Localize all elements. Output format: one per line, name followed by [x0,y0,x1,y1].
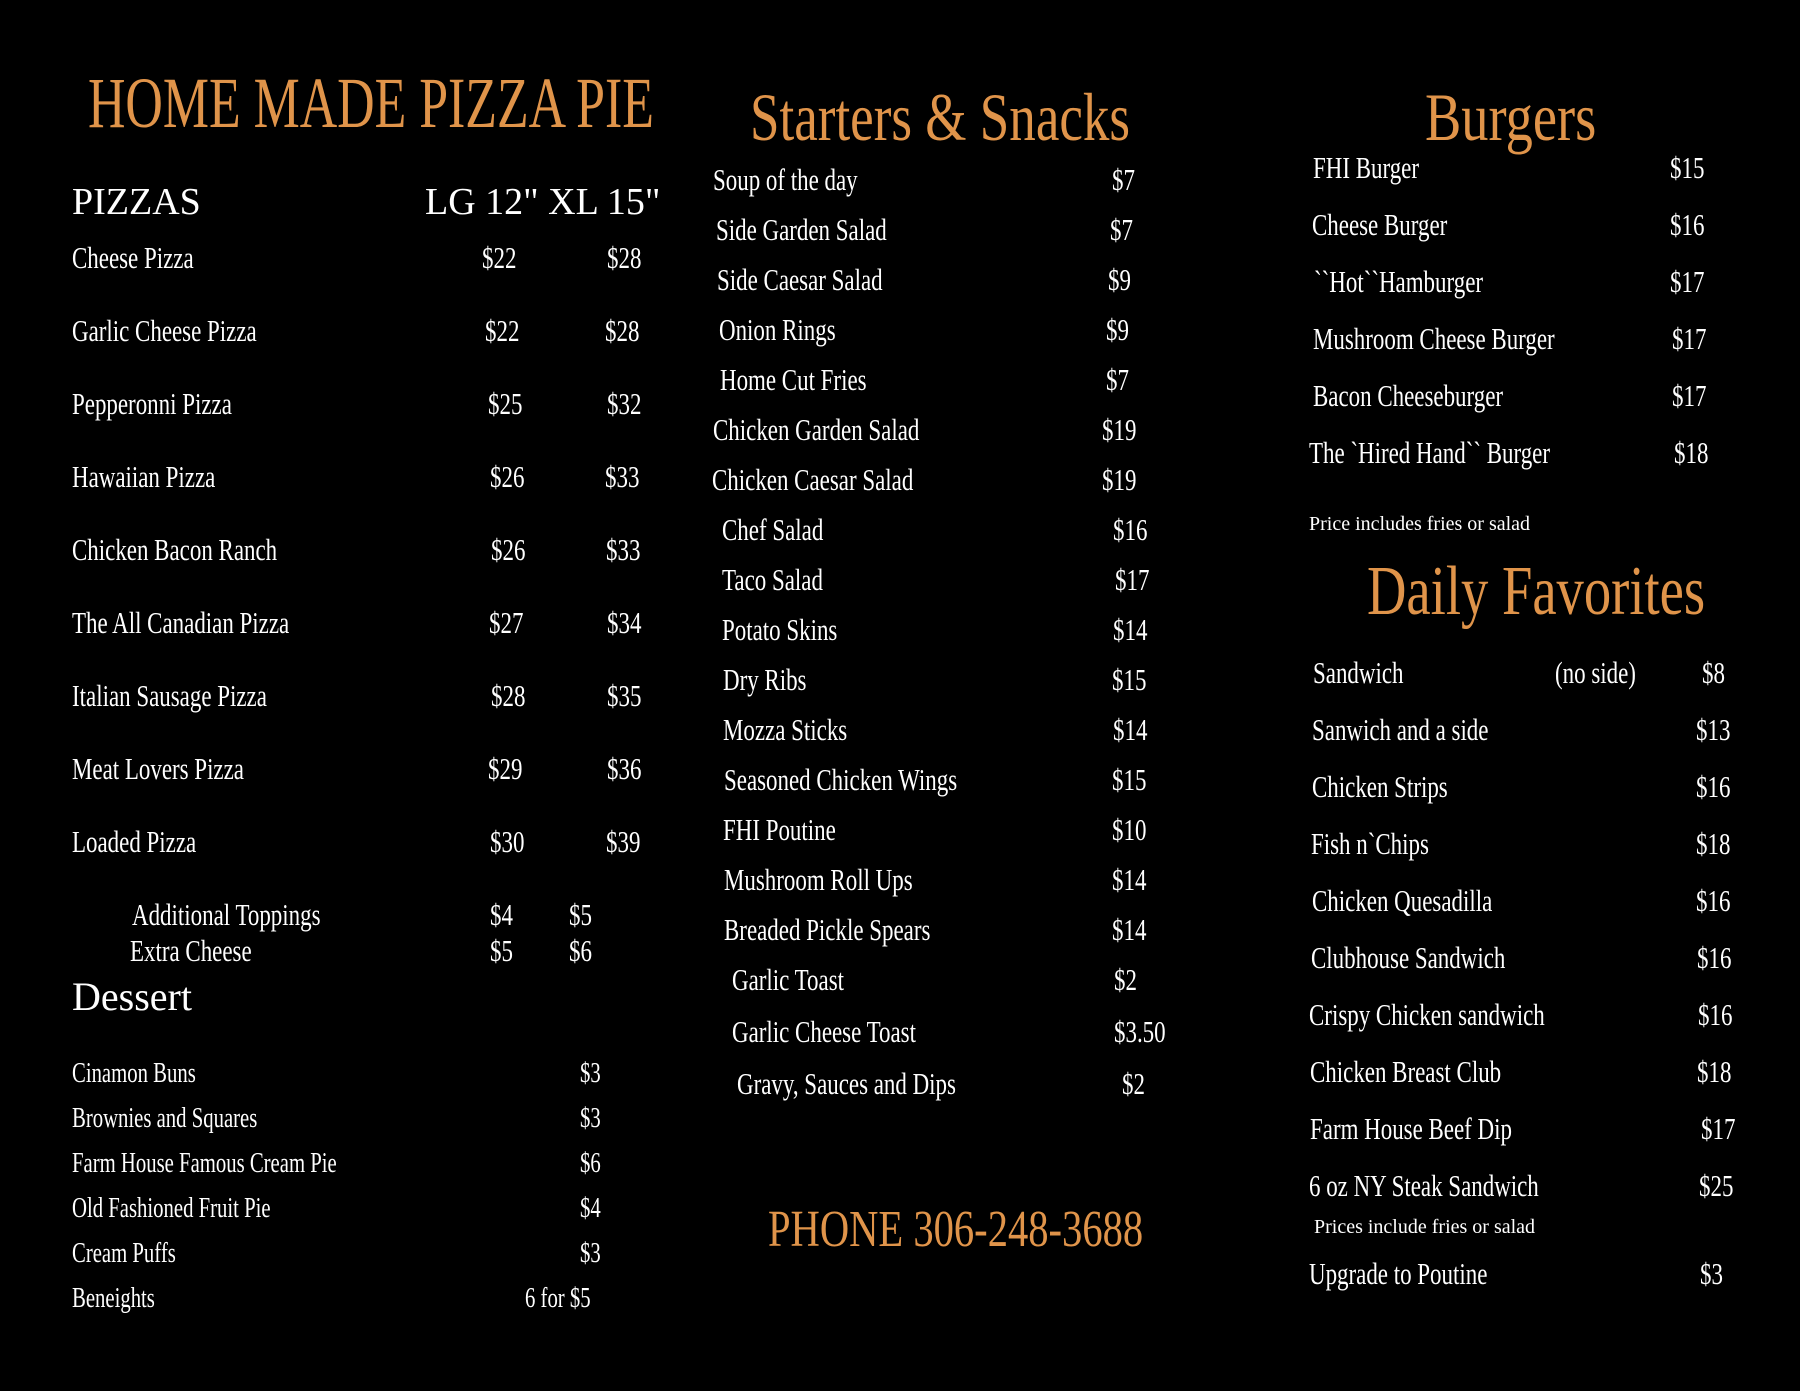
list-item: Chicken Breast Club $18 [1310,1054,1732,1089]
list-item: FHI Poutine $10 [723,812,1147,847]
list-item: Crispy Chicken sandwich $16 [1309,997,1733,1032]
list-item: Italian Sausage Pizza $28 $35 [72,678,642,713]
starters-title: Starters & Snacks [750,79,1131,155]
dessert-title: Dessert [72,974,192,1019]
burgers-note: Price includes fries or salad [1309,513,1531,535]
list-item: Farm House Beef Dip $17 [1310,1111,1736,1146]
list-item: Fish n`Chips $18 [1311,826,1731,861]
list-item: Side Caesar Salad $9 [717,262,1131,297]
list-item: ``Hot``Hamburger $17 [1314,264,1705,299]
list-item: Extra Cheese $5 $6 [130,933,592,968]
list-item: Brownies and Squares $3 [72,1103,601,1134]
list-item: FHI Burger $15 [1313,150,1705,185]
list-item: Cheese Pizza $22 $28 [72,240,642,275]
list-item: Home Cut Fries $7 [720,362,1129,397]
list-item: 6 oz NY Steak Sandwich $25 [1309,1168,1734,1203]
list-item: Chicken Quesadilla $16 [1312,883,1731,918]
upgrade-item: Upgrade to Poutine $3 [1309,1256,1723,1291]
list-item: Loaded Pizza $30 $39 [72,824,641,859]
list-item: Side Garden Salad $7 [716,212,1133,247]
list-item: Seasoned Chicken Wings $15 [724,762,1147,797]
pizzas-header-sizes: LG 12" XL 15" [425,181,661,223]
list-item: Sanwich and a side $13 [1312,712,1731,747]
list-item: Meat Lovers Pizza $29 $36 [72,751,642,786]
list-item: Chicken Garden Salad $19 [713,412,1137,447]
list-item: Breaded Pickle Spears $14 [724,912,1147,947]
list-item: Potato Skins $14 [722,612,1148,647]
list-item: The `Hired Hand`` Burger $18 [1309,435,1709,470]
list-item: Mozza Sticks $14 [723,712,1148,747]
list-item: Cinamon Buns $3 [72,1058,601,1089]
list-item: Taco Salad $17 [722,562,1150,597]
list-item: Hawaiian Pizza $26 $33 [72,459,640,494]
list-item: Pepperonni Pizza $25 $32 [72,386,642,421]
list-item: Additional Toppings $4 $5 [132,897,592,932]
daily-title: Daily Favorites [1367,553,1706,630]
list-item: Dry Ribs $15 [723,662,1147,697]
list-item: Clubhouse Sandwich $16 [1311,940,1732,975]
list-item: Garlic Toast $2 [732,962,1137,997]
burgers-title: Burgers [1425,79,1597,155]
list-item: Onion Rings $9 [719,312,1129,347]
list-item: Sandwich (no side) $8 [1313,655,1725,690]
list-item: Chicken Strips $16 [1312,769,1731,804]
pizzas-header-label: PIZZAS [72,181,201,223]
list-item: Chicken Caesar Salad $19 [712,462,1137,497]
list-item: Chicken Bacon Ranch $26 $33 [72,532,641,567]
list-item: Bacon Cheeseburger $17 [1313,378,1707,413]
list-item: Mushroom Roll Ups $14 [724,862,1147,897]
list-item: The All Canadian Pizza $27 $34 [72,605,642,640]
daily-note: Prices include fries or salad [1314,1216,1536,1238]
list-item: Garlic Cheese Pizza $22 $28 [72,313,640,348]
list-item: Soup of the day $7 [713,162,1135,197]
phone-number: PHONE 306-248-3688 [768,1201,1144,1258]
list-item: Gravy, Sauces and Dips $2 [737,1066,1145,1101]
list-item: Old Fashioned Fruit Pie $4 [72,1193,601,1224]
list-item: Garlic Cheese Toast $3.50 [732,1014,1166,1049]
list-item: Chef Salad $16 [722,512,1148,547]
list-item: Mushroom Cheese Burger $17 [1313,321,1707,356]
list-item: Beneights 6 for $5 [72,1283,591,1314]
list-item: Cream Puffs $3 [72,1238,601,1269]
list-item: Farm House Famous Cream Pie $6 [72,1148,601,1179]
list-item: Cheese Burger $16 [1312,207,1705,242]
pizza-title: HOME MADE PIZZA PIE [88,63,654,143]
